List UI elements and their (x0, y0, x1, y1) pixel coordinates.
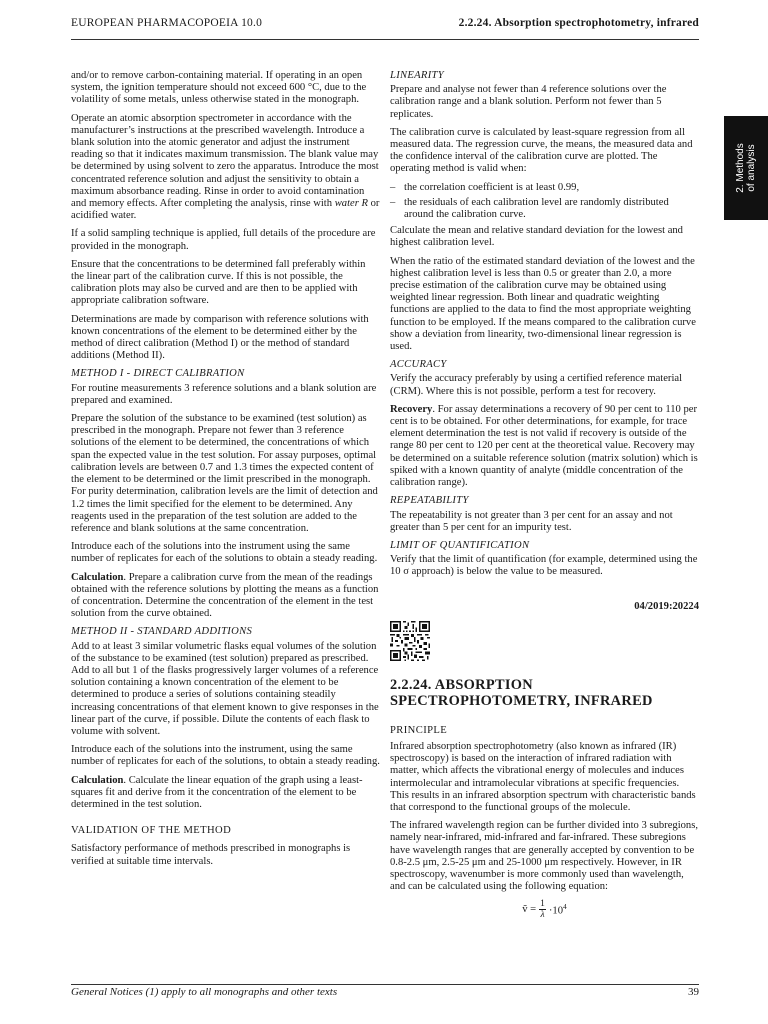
left-column (71, 70, 380, 874)
heading-principle: PRINCIPLE (390, 724, 448, 736)
paragraph (71, 775, 380, 812)
paragraph: The infrared wavelength region can be further divided into 3 subregions, namely near-infrared, mid-infrared and far-infrared. These subregions have wavelength ranges that are generally accepted by convention to be 0.8-2.5 μm, 2.5-25 μm and 25-1000 μm respectively. However, in IR spectroscopy, wavenumber is more commonly used than wavelength, and can be calculated using the following equation: (390, 820, 698, 893)
side-tab-label (735, 118, 757, 218)
paragraph: The repeatability is not greater than 3 per cent for an assay and not greater than 5 per cent for an impurity test. (390, 509, 673, 533)
paragraph (71, 572, 380, 621)
paragraph: The calibration curve is calculated by least-square regression from all measured data. The regression curve, the means, the measured data and the confidence interval of the calibration curve are plotted. The operating method is valid when: (390, 126, 693, 175)
subheading-accuracy: ACCURACY (390, 359, 447, 371)
paragraph (390, 404, 699, 489)
paragraph: Calculate the mean and relative standard deviation for the lowest and highest calibration level. (390, 225, 683, 249)
paragraph: When the ratio of the estimated standard deviation of the lowest and the highest calibration level is less than 0.5 or greater than 2.0, a more precise estimation of the calibration curve may be obtained using weighted linear regression. Both linear and quadratic weighting functions are applied to the data to find the most appropriate weighting function to be employed. If the means compared to the calibration curve show a deviation from linearity, two-dimensional linear regression is used. (390, 255, 696, 353)
equation-factor (549, 901, 567, 918)
paragraph (71, 113, 380, 223)
equation-fraction (539, 899, 546, 920)
paragraph-text: . Prepare a calibration curve from the mean of the readings obtained with the reference solutions by plotting the means as a function of concentration. Determine the concentration of the element in the test solution from the curve obtained. (71, 571, 379, 620)
section-running-title: 2.2.24. Absorption spectrophotometry, infrared (458, 17, 699, 29)
subheading-repeatability: REPEATABILITY (390, 495, 469, 507)
page-footer (71, 986, 699, 1002)
paragraph: Ensure that the concentrations to be determined fall preferably within the linear part of the calibration curve. If this is not possible, the calibration plots may also be curved and are then to be applied with appropriate calibration software. (71, 258, 366, 307)
side-tab-line-2: of analysis (746, 144, 757, 192)
paragraph: If a solid sampling technique is applied, full details of the procedure are provided in the monograph. (71, 228, 376, 252)
criteria-list (390, 182, 699, 222)
paragraph: Introduce each of the solutions into the instrument using the same number of replicates for each of the solutions to obtain a steady reading. (71, 541, 378, 565)
subheading-method-2: METHOD II - STANDARD ADDITIONS (71, 626, 253, 638)
paragraph: Prepare and analyse not fewer than 4 reference solutions over the calibration range and a blank solution. Perform not fewer than 5 replicates. (390, 84, 667, 120)
subheading-linearity: LINEARITY (390, 70, 444, 81)
run-in-heading: Recovery (390, 403, 433, 415)
header-rule (71, 39, 699, 40)
paragraph: Verify the accuracy preferably by using a certified reference material (CRM). Where this is not possible, perform a test for recovery. (390, 373, 683, 397)
paragraph-text: . For assay determinations a recovery of 90 per cent to 110 per cent is to be obtained. For other determinations, for example, for trace element determination the test is not valid if recovery is outside of the range 80 per cent to 120 per cent at the theoretical value. Recovery may be determined on a suitable reference solution (matrix solution) which is spiked with a known quantity of analyte (middle concentration of the calibration range). (390, 403, 698, 489)
paragraph: Satisfactory performance of methods prescribed in monographs is verified at suitable time intervals. (71, 843, 351, 867)
equation-denominator: λ (540, 910, 545, 921)
document-reference-number: 04/2019:20224 (634, 600, 699, 612)
paragraph-text: . Calculate the linear equation of the graph using a least-squares fit and derive from it the concentration of the element to be determined in the test solution. (71, 774, 363, 810)
paragraph: Add to at least 3 similar volumetric flasks equal volumes of the solution of the substance to be examined (test solution) prepared as prescribed. Add to all but 1 of the flasks progressively larger volumes of a reference solution containing a known concentration of the element to be determined to produce a series of solutions containing steadily increasing concentrations of that element known to give responses in the linear part of the curve, if possible. Dilute the contents of each flask to volume with solvent. (71, 640, 379, 737)
subheading-limit-of-quantification: LIMIT OF QUANTIFICATION (390, 539, 530, 551)
subheading-method-1: METHOD I - DIRECT CALIBRATION (71, 368, 245, 380)
list-item: – the residuals of each calibration level are randomly distributed around the calibration curve. (390, 197, 699, 221)
right-column (390, 70, 699, 920)
wavenumber-equation (390, 899, 699, 920)
heading-validation: VALIDATION OF THE METHOD (71, 825, 232, 837)
page-number: 39 (688, 986, 699, 998)
running-header (71, 17, 699, 35)
side-tab-line-1: 2. Methods (735, 143, 746, 193)
list-item: – the correlation coefficient is at least 0.99, (390, 182, 699, 194)
equation-numerator: 1 (540, 899, 545, 910)
run-in-heading: Calculation (71, 774, 124, 786)
qr-code-icon (390, 621, 430, 661)
run-in-heading: Calculation (71, 571, 124, 583)
paragraph: Determinations are made by comparison with reference solutions with known concentrations of the element to be determined either by the method of direct calibration (Method I) or the method of standard additions (Method II). (71, 313, 369, 362)
paragraph-text: or acidified water. (71, 198, 380, 222)
paragraph: Prepare the solution of the substance to be examined (test solution) as prescribed in the monograph. Prepare not fewer than 3 reference solutions of the element to be determined, the concentrations of which span the expected value in the test solution. For assay purposes, optimal calibration levels are between 0.7 and 1.3 times the expected content of the element to be determined or the limit prescribed in the monograph. For purity determination, calibration levels are the limit of detection and 1.2 times the limit specified for the element to be determined. Any reagents used in the preparation of the test solution are added to the reference and blank solutions at the same concentration. (71, 413, 378, 534)
footer-note: General Notices (1) apply to all monographs and other texts (71, 986, 338, 998)
qr-code-graphic (390, 621, 430, 661)
equation-times: ·10 (548, 906, 564, 918)
equation-lhs: ṽ = (522, 903, 537, 915)
paragraph: Infrared absorption spectrophotometry (also known as infrared (IR) spectroscopy) is based on the interaction of infrared radiation with matter, which affects the vibrational energy of molecules and induces intermolecular and intramolecular vibrations at specific frequencies. This results in an infrared absorption spectrum with characteristic bands that correspond to the functional groups of the molecule. (390, 740, 696, 813)
paragraph: Verify that the limit of quantification (for example, determined using the 10 σ approach) is below the value to be measured. (390, 554, 698, 578)
paragraph: Introduce each of the solutions into the instrument, using the same number of replicates for each of the solutions, to obtain a steady reading. (71, 744, 380, 768)
section-title: 2.2.24. ABSORPTION SPECTROPHOTOMETRY, INFRARED (390, 676, 653, 709)
footer-rule (71, 984, 699, 985)
reagent-name: water R (334, 198, 368, 210)
paragraph: For routine measurements 3 reference solutions and a blank solution are prepared and examined. (71, 382, 377, 406)
publication-title: EUROPEAN PHARMACOPOEIA 10.0 (71, 17, 263, 29)
equation-exponent: 4 (563, 902, 567, 912)
paragraph-text: Operate an atomic absorption spectrometer in accordance with the manufacturer’s instructions at the prescribed wavelength. Introduce a blank solution into the atomic generator and adjust the instrument reading so that it indicates maximum transmission. The blank value may be determined by using solvent to zero the apparatus. Introduce the most concentrated reference solution and adjust the sensitivity to obtain a maximum absorbance reading. Rinse in order to avoid contamination and memory effects. After completing the analysis, rinse with (71, 112, 379, 210)
chapter-side-tab (724, 116, 768, 220)
paragraph: and/or to remove carbon-containing material. If operating in an open system, the ignition temperature should not exceed 600 °C, due to the volatility of some metals, unless otherwise stated in the monograph. (71, 70, 367, 106)
